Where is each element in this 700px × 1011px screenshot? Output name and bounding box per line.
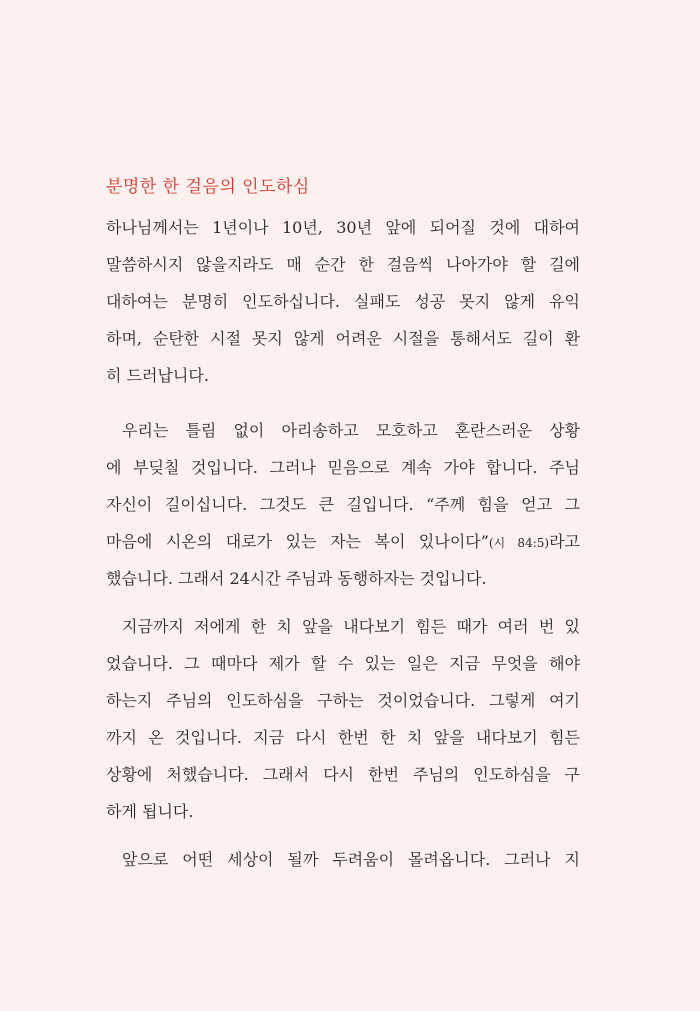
paragraph-line: 하며, 순탄한 시절 못지 않게 어려운 시절을 통해서도 길이 환 bbox=[106, 329, 580, 348]
paragraph-line: 하게 됩니다. bbox=[106, 802, 194, 821]
paragraph-line: 었습니다. 그 때마다 제가 할 수 있는 일은 지금 무엇을 해야 bbox=[106, 654, 580, 673]
paragraph-line: 자신이 길이십니다. 그것도 큰 길입니다. “주께 힘을 얻고 그 bbox=[106, 495, 580, 514]
scripture-quote: 마음에 시온의 대로가 있는 자는 복이 있나이다” bbox=[106, 532, 489, 551]
paragraph-line: 히 드러납니다. bbox=[106, 366, 209, 385]
paragraph-line: 상황에 처했습니다. 그래서 다시 한번 주님의 인도하심을 구 bbox=[106, 765, 580, 784]
paragraph-line: 하는지 주님의 인도하심을 구하는 것이었습니다. 그렇게 여기 bbox=[106, 691, 580, 710]
paragraph-line: 대하여는 분명히 인도하십니다. 실패도 성공 못지 않게 유익 bbox=[106, 292, 580, 311]
paragraph-line: 우리는 틀림 없이 아리송하고 모호하고 혼란스러운 상황 bbox=[122, 421, 580, 440]
paragraph-line: 지금까지 저에게 한 치 앞을 내다보기 힘든 때가 여러 번 있 bbox=[122, 617, 580, 636]
paragraph-line: 앞으로 어떤 세상이 될까 두려움이 몰려옵니다. 그러나 지 bbox=[122, 850, 580, 869]
quote-tail: 라고 bbox=[549, 532, 580, 551]
scripture-reference: (시 84:5) bbox=[488, 536, 550, 550]
paragraph-line: 까지 온 것입니다. 지금 다시 한번 한 치 앞을 내다보기 힘든 bbox=[106, 728, 580, 747]
paragraph-line bbox=[106, 532, 580, 553]
paragraph-line: 에 부딪칠 것입니다. 그러나 믿음으로 계속 가야 합니다. 주님 bbox=[106, 458, 580, 477]
section-title: 분명한 한 걸음의 인도하심 bbox=[106, 177, 310, 197]
paragraph-line: 했습니다. 그래서 24시간 주님과 동행하자는 것입니다. bbox=[106, 569, 487, 588]
paragraph-line: 하나님께서는 1년이나 10년, 30년 앞에 되어질 것에 대하여 bbox=[106, 218, 580, 237]
paragraph-line: 말씀하시지 않을지라도 매 순간 한 걸음씩 나아가야 할 길에 bbox=[106, 255, 580, 274]
